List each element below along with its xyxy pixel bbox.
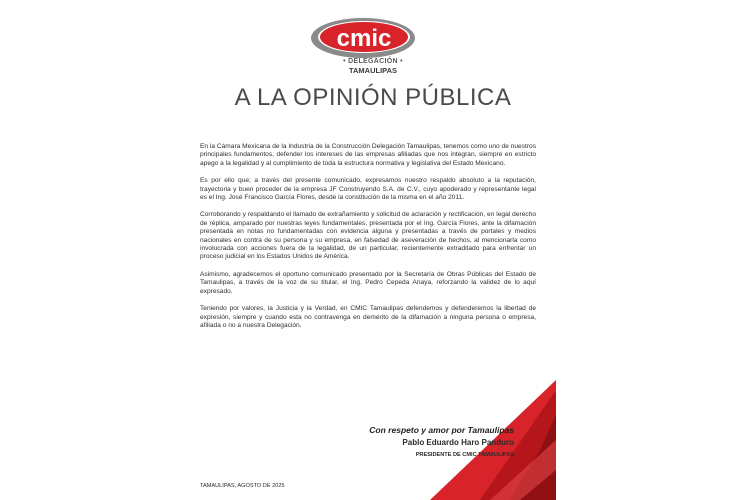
logo-subtitle-state: TAMAULIPAS [348,66,398,75]
closing-motto: Con respeto y amor por Tamaulipas [369,425,514,435]
letter-page [190,0,556,500]
signer-name: Pablo Eduardo Haro Panduro [402,438,514,447]
logo-subtitle-delegacion: • DELEGACIÓN • [343,58,403,65]
logo-brand-text: cmic [336,25,392,52]
paragraph-5: Teniendo por valores, la Justicia y la Verdad, en CMIC Tamaulipas defendemos y defenderemos la libertad de expresión, siempre y cuando esta no contravenga en demérito de la difamación a ninguna persona o empresa, afiliada o no a nuestra Delegación. [200,305,536,329]
signature-block [369,425,514,458]
signer-role: PRESIDENTE DE CMIC TAMAULIPAS [415,452,514,458]
paragraph-1: En la Cámara Mexicana de la Industria de la Construcción Delegación Tamaulipas, tenemos como uno de nuestros principales fundamentos, defender los intereses de las empresas afiliadas que nos integran, siempre en estricto apego a la legalidad y al cumplimiento de toda la estructura normativa y legislativa del Estado Mexicano. [200,143,536,167]
paragraph-2: Es por ello que; a través del presente comunicado, expresamos nuestro respaldo absoluto a la reputación, trayectoria y buen proceder de la empresa JF Construyendo S.A. de C.V., cuyo apoderado y representante legal es el Ing. José Francisco García Flores, desde la constitución de la misma en el año 2011. [200,177,536,202]
footer-date: TAMAULIPAS, AGOSTO DE 2025 [200,483,285,489]
letter-body [200,143,536,339]
page-title: A LA OPINIÓN PÚBLICA [234,84,512,111]
paragraph-4: Asimismo, agradecemos el oportuno comunicado presentado por la Secretaría de Obras Públicas del Estado de Tamaulipas, a través de la voz de su titular, el Ing. Pedro Cepeda Anaya, reforzando la validez de lo aquí expresado. [200,270,536,295]
paragraph-3: Corroborando y respaldando el llamado de extrañamiento y solicitud de aclaración y rectificación, en legal derecho de réplica, amparado por nuestras leyes fundamentales, presentada por el Ing. García Flores, ante la difamación presentada en notas no fundamentadas con evidencia alguna y presentadas a través de portales y medios nacionales en contra de su persona y su empresa, en falsedad de aseveración de hechos, al mencionarla como involucrada con acciones fuera de la legalidad, de un particular, recientemente extraditado para enfrentar un proceso judicial en los Estados Unidos de América. [200,211,536,261]
